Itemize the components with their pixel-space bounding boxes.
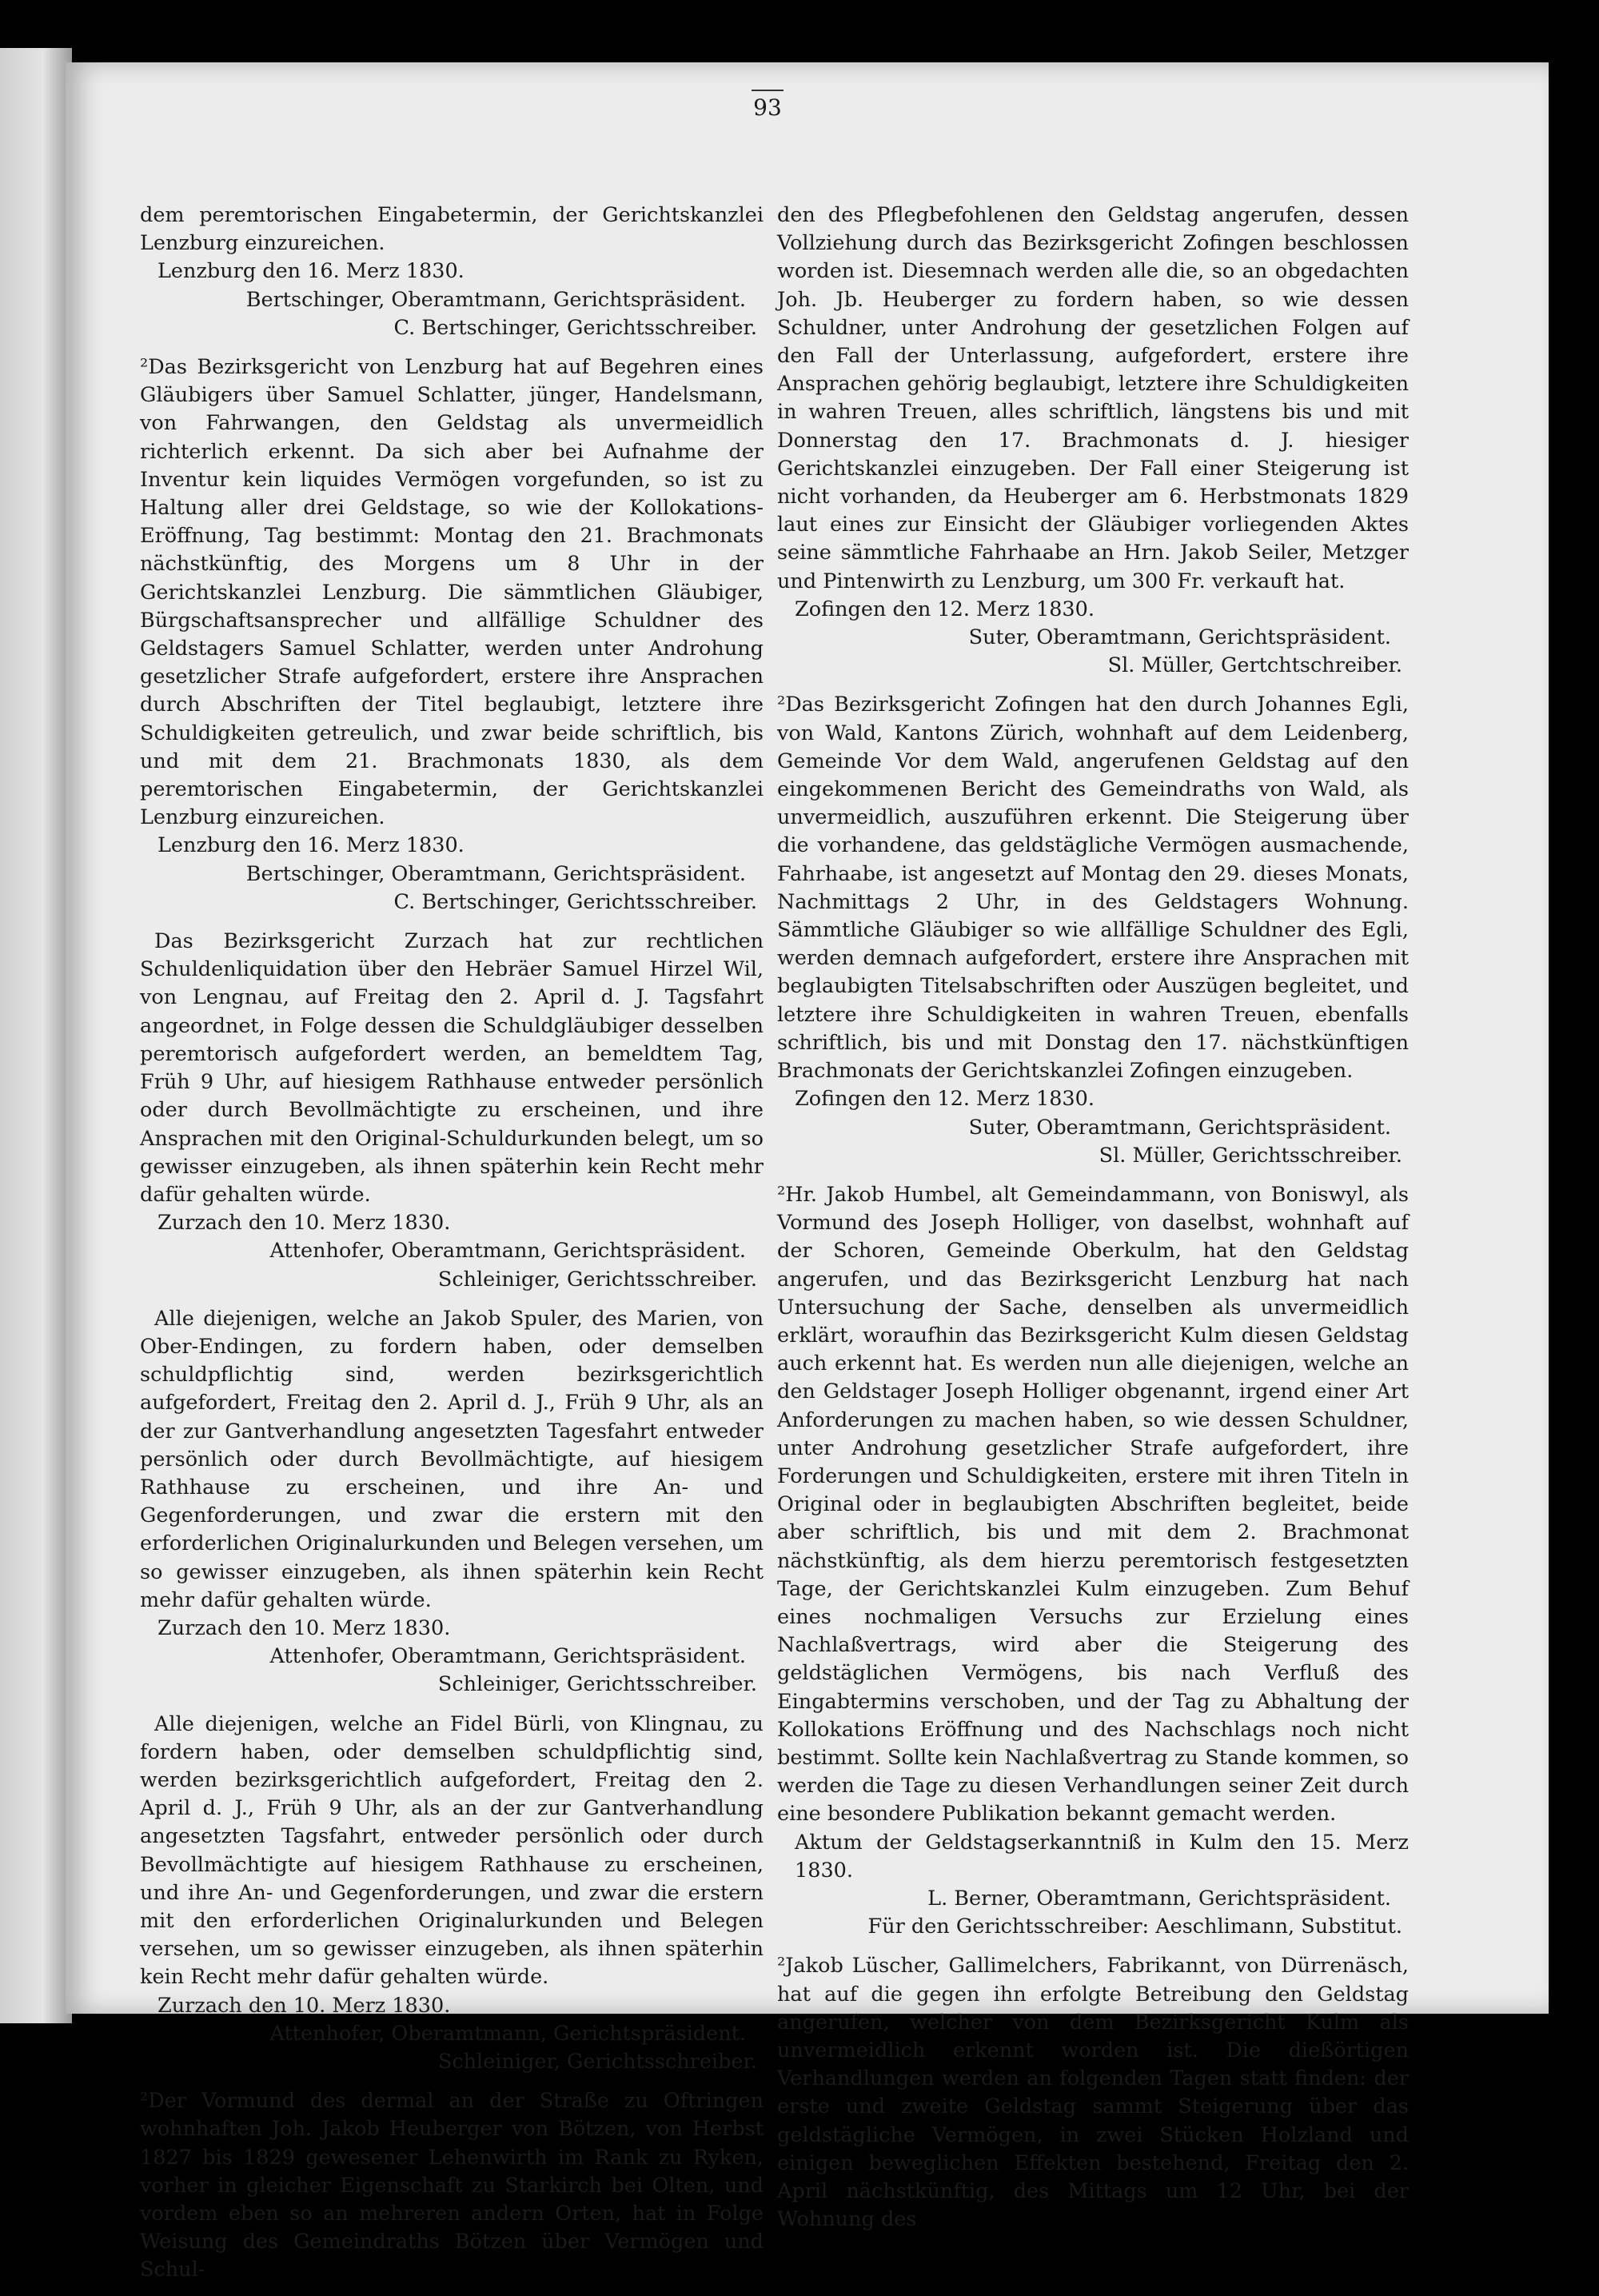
previous-page-edge xyxy=(0,48,72,2023)
place-date: Lenzburg den 16. Merz 1830. xyxy=(158,259,465,284)
signature-judge: L. Berner, Oberamtmann, Gerichtspräsident. xyxy=(927,1886,1391,1911)
notice-1 xyxy=(140,202,764,342)
signature-judge: Suter, Oberamtmann, Gerichtspräsident. xyxy=(968,625,1391,650)
place-date: Aktum der Geldstagserkanntniß in Kulm den 15. Merz 1830. xyxy=(795,1830,1409,1883)
signature-clerk: C. Bertschinger, Gerichtsschreiber. xyxy=(393,889,757,914)
place-date: Zofingen den 12. Merz 1830. xyxy=(795,1087,1095,1112)
notice-10 xyxy=(777,1952,1409,2234)
notice-text: ²Das Bezirksgericht von Lenzburg hat auf Begehren eines Gläubigers über Samuel Schlatter, jünger, Handelsmann, von Fahrwangen, den Geldstag als unvermeidlich richterlich erkennt. Da sich aber bei Aufnahme der Inventur kein liquides Vermögen vorgefunden, so ist zu Haltung aller drei Geldstage, so wie der Kollokations-Eröffnung, Tag bestimmt: Montag den 21. Brachmonats nächstkünftig, des Morgens um 8 Uhr in der Gerichtskanzlei Lenzburg. Die sämmtlichen Gläubiger, Bürgschaftsansprecher und allfällige Schuldner des Geldstagers Samuel Schlatter, werden unter Androhung gesetzlicher Strafe aufgefordert, erstere ihre Ansprachen durch Abschriften der Titel beglaubigt, letztere ihre Schuldigkeiten getreulich, und zwar beide schriftlich, bis und mit dem 21. Brachmonats 1830, als dem peremtorischen Eingabetermin, der Gerichtskanzlei Lenzburg einzureichen. xyxy=(140,355,764,830)
signature-clerk: C. Bertschinger, Gerichtsschreiber. xyxy=(393,315,757,340)
notice-text: Das Bezirksgericht Zurzach hat zur rechtlichen Schuldenliquidation über den Hebräer Samuel Hirzel Wil, von Lengnau, auf Freitag den 2. April d. J. Tagsfahrt angeordnet, in Folge dessen die Schuldgläubiger desselben peremtorisch aufgefordert werden, an bemeldtem Tag, Früh 9 Uhr, auf hiesigem Rathhause entweder persönlich oder durch Bevollmächtigte zu erscheinen, und ihre Ansprachen mit den Original-Schuldurkunden belegt, um so gewisser einzugeben, als ihnen späterhin kein Recht mehr dafür gehalten würde. xyxy=(140,929,764,1207)
right-column xyxy=(777,202,1409,2245)
signature-clerk: Sl. Müller, Gertchtschreiber. xyxy=(1107,653,1402,678)
notice-4 xyxy=(140,1305,764,1699)
place-date: Zurzach den 10. Merz 1830. xyxy=(158,1993,451,2018)
signature-judge: Attenhofer, Oberamtmann, Gerichtspräsident. xyxy=(269,2021,746,2046)
notice-9 xyxy=(777,1181,1409,1941)
notice-6 xyxy=(140,2087,764,2284)
place-date: Lenzburg den 16. Merz 1830. xyxy=(158,833,465,858)
notice-5 xyxy=(140,1711,764,2077)
signature-judge: Bertschinger, Oberamtmann, Gerichtspräsident. xyxy=(245,287,746,312)
notice-text: ²Hr. Jakob Humbel, alt Gemeindammann, von Boniswyl, als Vormund des Joseph Holliger, von daselbst, wohnhaft auf der Schoren, Gemeinde Oberkulm, hat den Geldstag angerufen, und das Bezirksgericht Lenzburg hat nach Untersuchung der Sache, denselben als unvermeidlich erklärt, woraufhin das Bezirksgericht Kulm diesen Geldstag auch erkennt hat. Es werden nun alle diejenigen, welche an den Geldstager Joseph Holliger obgenannt, irgend einer Art Anforderungen zu machen haben, so wie dessen Schuldner, unter Androhung gesetzlicher Strafe aufgefordert, ihre Forderungen und Schuldigkeiten, erstere mit ihren Titeln in Original oder in beglaubigten Abschriften begleitet, beide aber schriftlich, bis und mit dem 2. Brachmonat nächstkünftig, als dem hierzu peremtorisch festgesetzten Tage, der Gerichtskanzlei Kulm einzugeben. Zum Behuf eines nochmaligen Versuchs zur Erzielung eines Nachlaßvertrags, wird aber die Steigerung des geldstäglichen Vermögens, bis nach Verfluß des Eingabtermins verschoben, und der Tag zu Abhaltung der Kollokations Eröffnung und des Nachschlags noch nicht bestimmt. Sollte kein Nachlaßvertrag zu Stande kommen, so werden die Tage zu diesen Verhandlungen seiner Zeit durch eine besondere Publikation bekannt gemacht werden. xyxy=(777,1182,1409,1827)
notice-text: dem peremtorischen Eingabetermin, der Gerichtskanzlei Lenzburg einzureichen. xyxy=(140,203,764,256)
notice-8 xyxy=(777,691,1409,1169)
signature-judge: Attenhofer, Oberamtmann, Gerichtspräsident. xyxy=(269,1239,746,1264)
signature-clerk: Schleiniger, Gerichtsschreiber. xyxy=(437,2050,757,2074)
notice-2 xyxy=(140,353,764,916)
place-date: Zofingen den 12. Merz 1830. xyxy=(795,597,1095,621)
notice-text: Alle diejenigen, welche an Fidel Bürli, von Klingnau, zu fordern haben, oder demselben schuldpflichtig sind, werden bezirksgerichtlich aufgefordert, Freitag den 2. April d. J., Früh 9 Uhr, als an der zur Gantverhandlung angesetzten Tagsfahrt, entweder persönlich oder durch Bevollmächtigte auf hiesigem Rathhause zu erscheinen, und ihre An- und Gegenforderungen, und zwar die erstern mit den erforderlichen Originalurkunden und Belegen versehen, um so gewisser einzugeben, als ihnen späterhin kein Recht mehr dafür gehalten würde. xyxy=(140,1711,764,1990)
signature-clerk: Sl. Müller, Gerichtsschreiber. xyxy=(1099,1143,1402,1168)
notice-text: den des Pflegbefohlenen den Geldstag angerufen, dessen Vollziehung durch das Bezirksgericht Zofingen beschlossen worden ist. Diesemnach werden alle die, so an obgedachten Joh. Jb. Heuberger zu fordern haben, so wie dessen Schuldner, unter Androhung der gesetzlichen Folgen auf den Fall der Unterlassung, aufgefordert, erstere ihre Ansprachen gehörig beglaubigt, letztere ihre Schuldigkeiten in wahren Treuen, alles schriftlich, längstens bis und mit Donnerstag den 17. Brachmonats d. J. hiesiger Gerichtskanzlei einzugeben. Der Fall einer Steigerung ist nicht vorhanden, da Heuberger am 6. Herbstmonats 1829 laut eines zur Einsicht der Gläubiger vorliegenden Aktes seine sämmtliche Fahrhaabe an Hrn. Jakob Seiler, Metzger und Pintenwirth zu Lenzburg, um 300 Fr. verkauft hat. xyxy=(777,203,1409,593)
notice-text: Alle diejenigen, welche an Jakob Spuler, des Marien, von Ober-Endingen, zu fordern haben, oder demselben schuldpflichtig sind, werden bezirksgerichtlich aufgefordert, Freitag den 2. April d. J., Früh 9 Uhr, als an der zur Gantverhandlung angesetzten Tagesfahrt entweder persönlich oder durch Bevollmächtigte, auf hiesigem Rathhause zu erscheinen, und ihre An- und Gegenforderungen, und zwar die erstern mit den erforderlichen Originalurkunden und Belegen versehen, um so gewisser einzugeben, als ihnen späterhin kein Recht mehr dafür gehalten würde. xyxy=(140,1306,764,1612)
notice-7 xyxy=(777,202,1409,680)
place-date: Zurzach den 10. Merz 1830. xyxy=(158,1615,451,1640)
signature-judge: Suter, Oberamtmann, Gerichtspräsident. xyxy=(968,1115,1391,1140)
notice-3 xyxy=(140,928,764,1294)
notice-text: ²Der Vormund des dermal an der Straße zu Oftringen wohnhaften Joh. Jakob Heuberger von Bötzen, von Herbst 1827 bis 1829 gewesener Lehenwirth im Rank zu Ryken, vorher in gleicher Eigenschaft zu Starkirch bei Olten, und vordem eben so an mehreren andern Orten, hat in Folge Weisung des Gemeindraths Bötzen über Vermögen und Schul- xyxy=(140,2089,764,2282)
signature-clerk: Für den Gerichtsschreiber: Aeschlimann, Substitut. xyxy=(867,1915,1402,1939)
signature-judge: Bertschinger, Oberamtmann, Gerichtspräsident. xyxy=(245,861,746,886)
left-column xyxy=(140,202,764,2296)
signature-judge: Attenhofer, Oberamtmann, Gerichtspräsident. xyxy=(269,1644,746,1669)
page-number: 93 xyxy=(752,90,784,121)
notice-text: ²Jakob Lüscher, Gallimelchers, Fabrikannt, von Dürrenäsch, hat auf die gegen ihn erfolgte Betreibung den Geldstag angerufen, welcher von dem Bezirksgericht Kulm als unvermeidlich erkennt worden ist. Die dießörtigen Verhandlungen werden an folgenden Tagen statt finden: der erste und zweite Geldstag sammt Steigerung über das geldstägliche Vermögen, in zwei Stücken Holzland und einigen beweglichen Effekten bestehend, Freitag den 2. April nächstkünftig, des Mittags um 12 Uhr, bei der Wohnung des xyxy=(777,1954,1409,2232)
notice-text: ²Das Bezirksgericht Zofingen hat den durch Johannes Egli, von Wald, Kantons Zürich, wohnhaft auf dem Leidenberg, Gemeinde Vor dem Wald, angerufenen Geldstag auf den eingekommenen Bericht des Gemeindraths von Wald, als unvermeidlich, auszuführen erkennt. Die Steigerung über die vorhandene, das geldstägliche Vermögen ausmachende, Fahrhaabe, ist angesetzt auf Montag den 29. dieses Monats, Nachmittags 2 Uhr, in des Geldstagers Wohnung. Sämmtliche Gläubiger so wie allfällige Schuldner des Egli, werden demnach aufgefordert, erstere ihre Ansprachen mit beglaubigten Titelsabschriften oder Auszügen begleitet, und letztere ihre Schuldigkeiten in wahren Treuen, ebenfalls schriftlich, bis und mit Donstag den 17. nächstkünftigen Brachmonats der Gerichtskanzlei Zofingen einzugeben. xyxy=(777,693,1409,1084)
place-date: Zurzach den 10. Merz 1830. xyxy=(158,1211,451,1236)
signature-clerk: Schleiniger, Gerichtsschreiber. xyxy=(437,1267,757,1292)
signature-clerk: Schleiniger, Gerichtsschreiber. xyxy=(437,1672,757,1697)
